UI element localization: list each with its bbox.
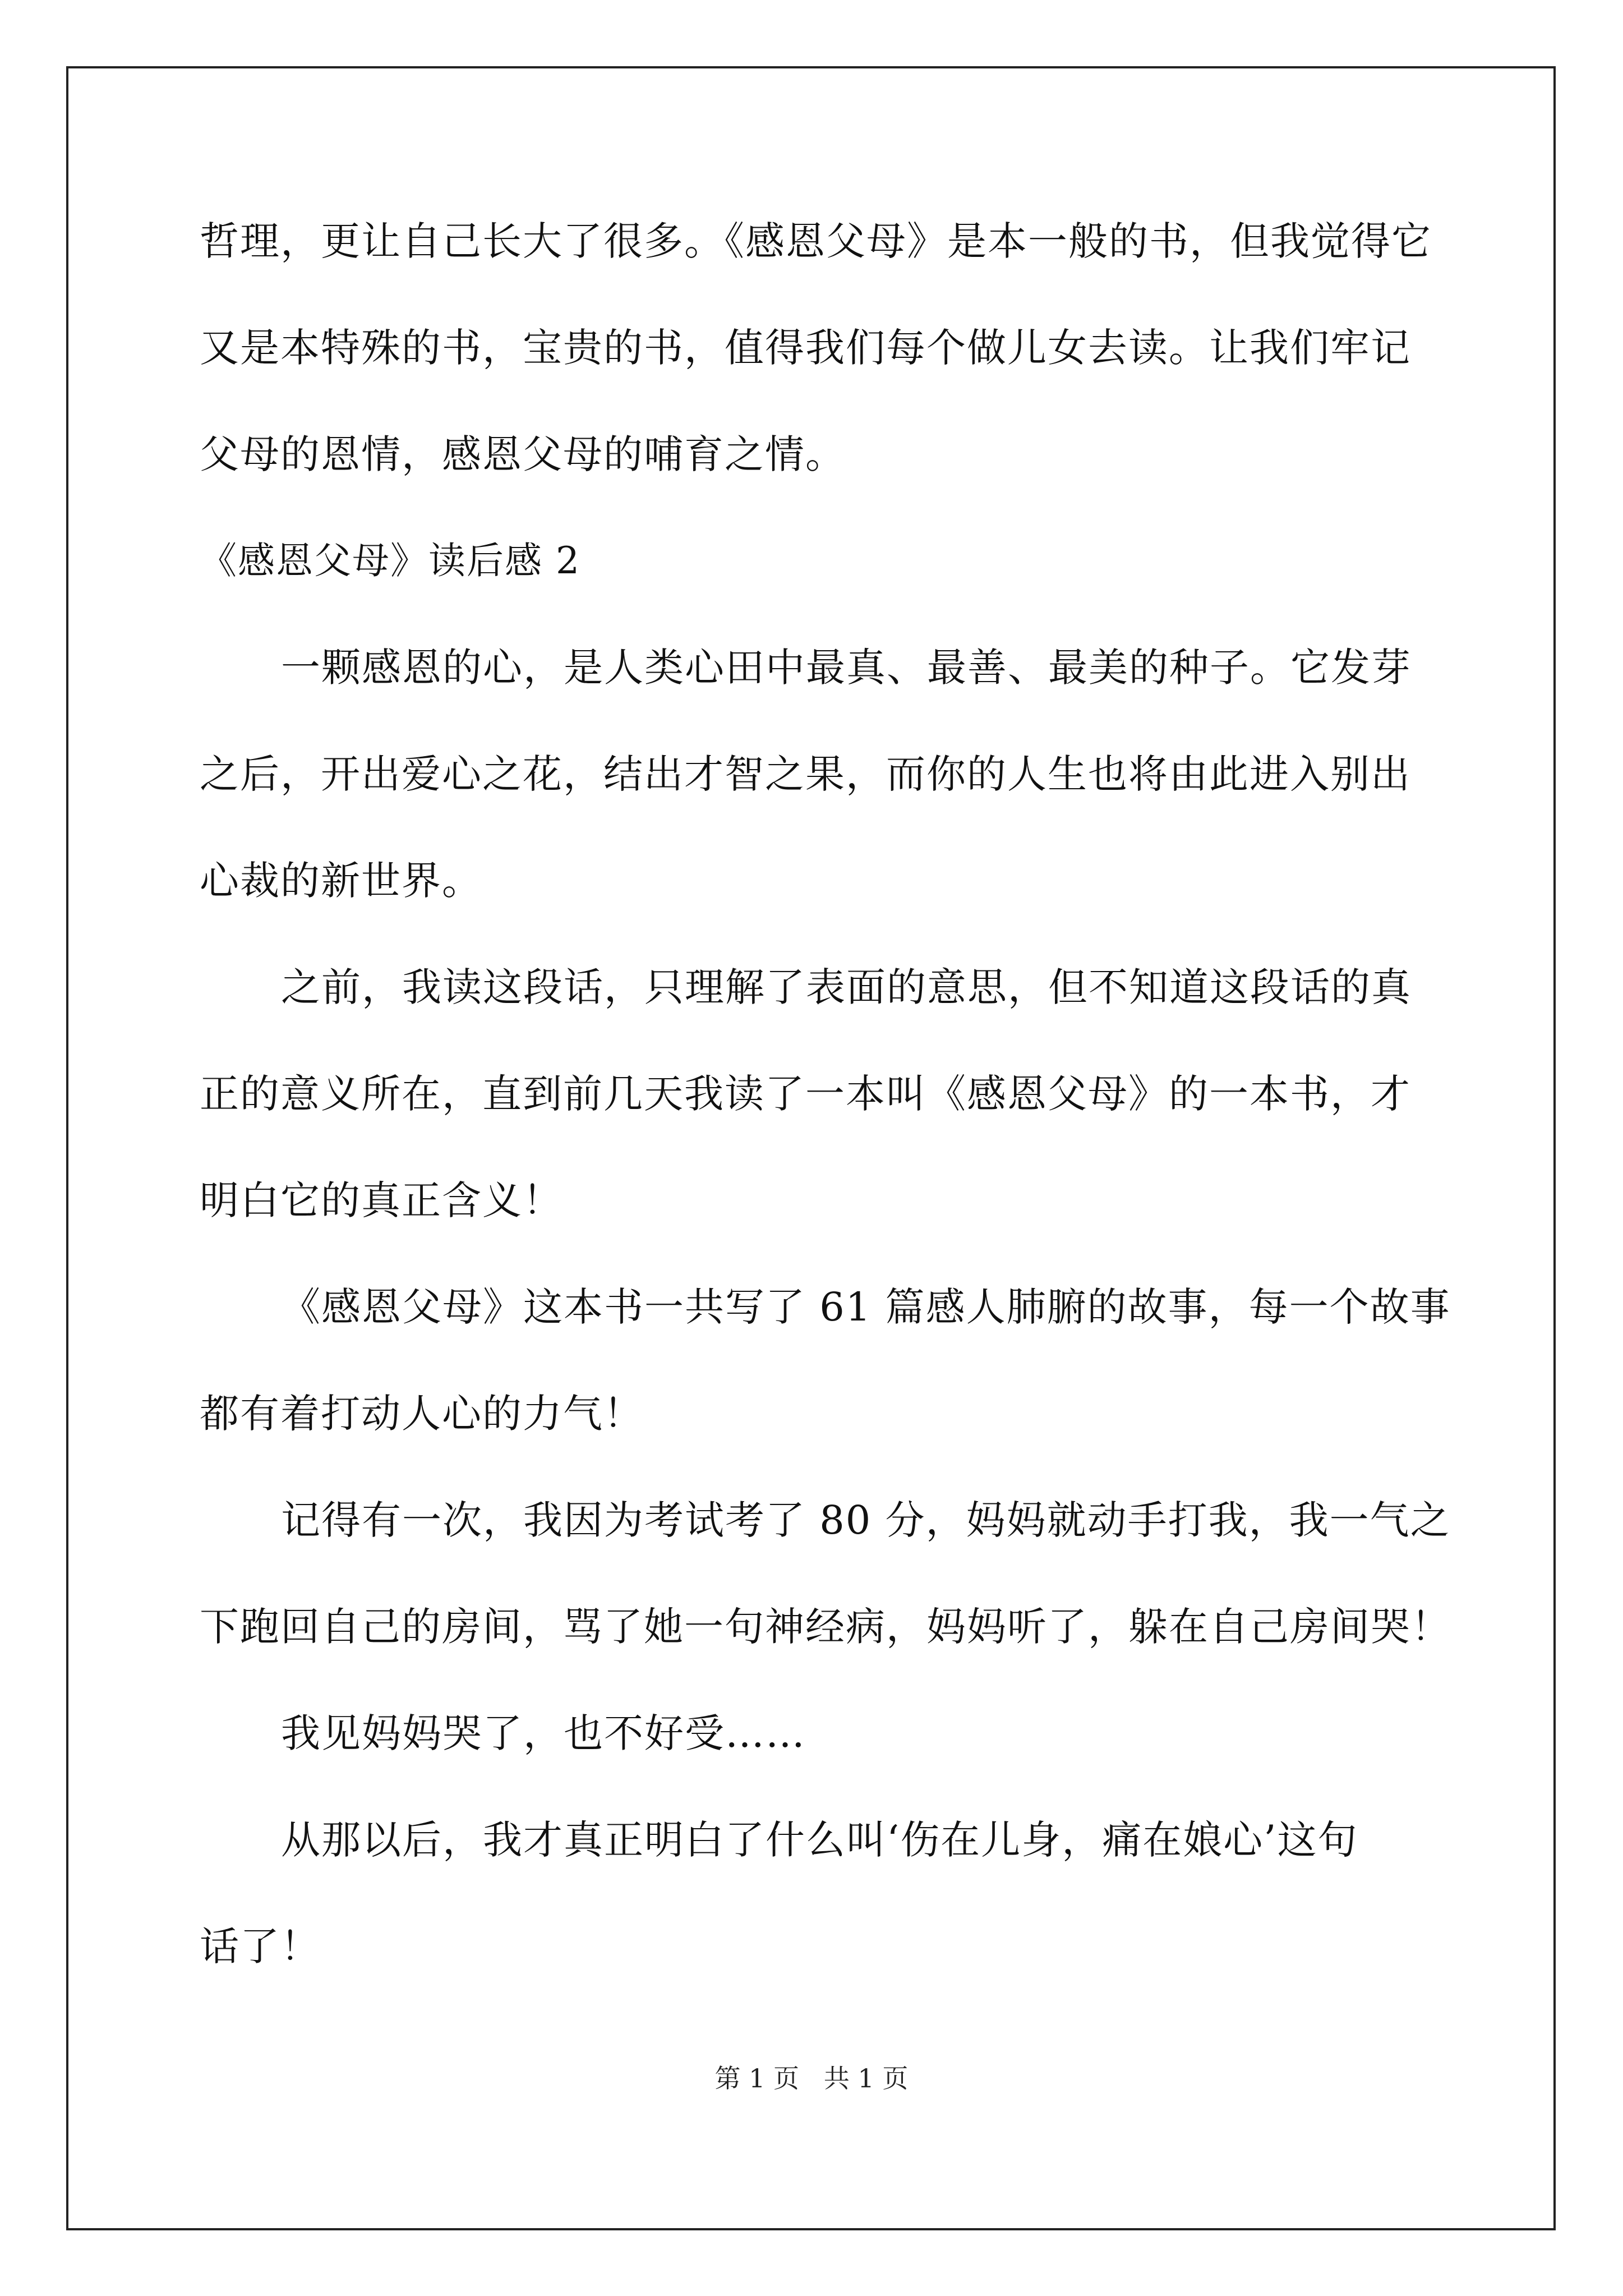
text-line: 都有着打动人心的力气！ bbox=[200, 1391, 644, 1437]
text-line: 一颗感恩的心，是人类心田中最真、最善、最美的种子。它发芽 bbox=[281, 645, 1412, 691]
text-line: 心裁的新世界。 bbox=[200, 858, 482, 904]
document-body bbox=[200, 216, 1451, 2028]
text-line: 下跑回自己的房间，骂了她一句神经病，妈妈听了，躲在自己房间哭！ bbox=[200, 1604, 1451, 1650]
text-line: 父母的恩情，感恩父母的哺育之情。 bbox=[200, 431, 846, 477]
text-line: 之前，我读这段话，只理解了表面的意思，但不知道这段话的真 bbox=[281, 964, 1412, 1010]
text-line: 从那以后，我才真正明白了什么叫‘伤在儿身，痛在娘心’这句 bbox=[281, 1817, 1358, 1863]
text-line: 正的意义所在，直到前几天我读了一本叫《感恩父母》的一本书，才 bbox=[200, 1071, 1411, 1117]
text-line: 又是本特殊的书，宝贵的书，值得我们每个做儿女去读。让我们牢记 bbox=[200, 325, 1411, 371]
text-line: 《感恩父母》这本书一共写了 61 篇感人肺腑的故事，每一个故事 bbox=[281, 1284, 1451, 1330]
text-line: 话了！ bbox=[200, 1924, 321, 1970]
page-number-footer: 第 1 页 共 1 页 bbox=[714, 2063, 909, 2093]
text-line: 之后，开出爱心之花，结出才智之果，而你的人生也将由此进入别出 bbox=[200, 751, 1411, 797]
text-line: 记得有一次，我因为考试考了 80 分，妈妈就动手打我，我一气之 bbox=[281, 1497, 1451, 1543]
text-line: 我见妈妈哭了，也不好受…… bbox=[281, 1710, 806, 1756]
text-line: 明白它的真正含义！ bbox=[200, 1177, 563, 1223]
section-heading: 《感恩父母》读后感 2 bbox=[200, 539, 580, 582]
text-line: 哲理，更让自己长大了很多。《感恩父母》是本一般的书，但我觉得它 bbox=[200, 218, 1432, 264]
